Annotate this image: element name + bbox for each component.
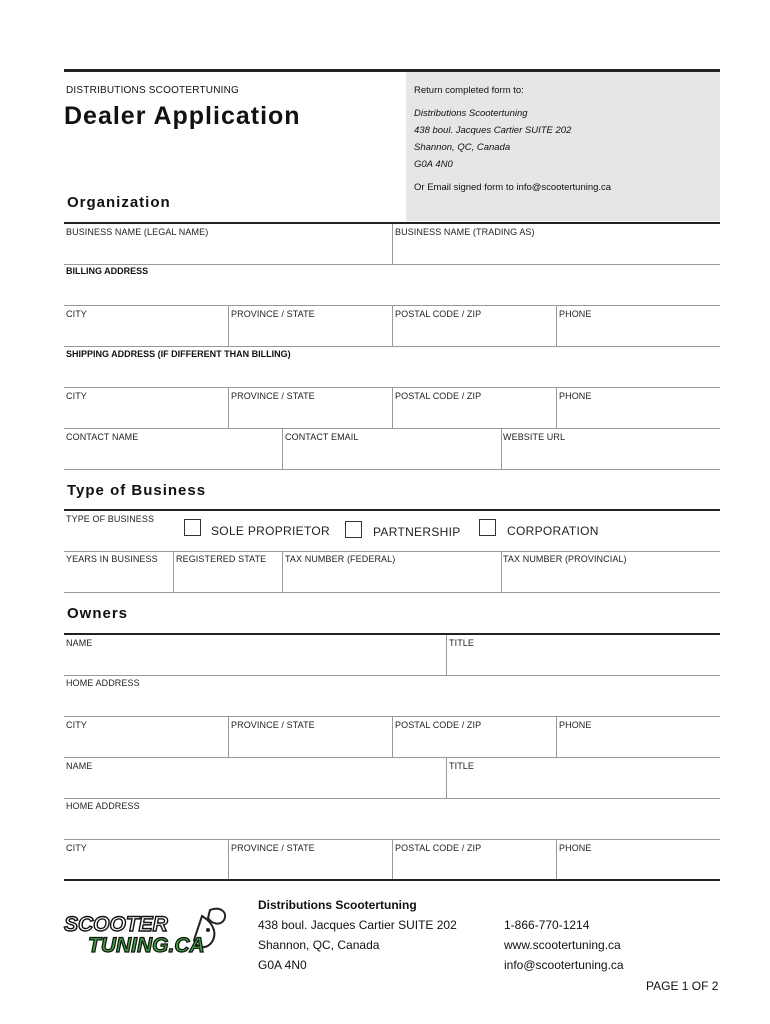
divider <box>228 717 229 757</box>
divider <box>556 388 557 428</box>
row-line <box>64 592 720 593</box>
scootertuning-logo <box>62 904 232 960</box>
logo-text-scooter: SCOOTER <box>64 913 168 936</box>
divider <box>282 429 283 469</box>
divider <box>392 840 393 880</box>
owner1-title-field[interactable]: TITLE <box>449 638 475 648</box>
divider <box>446 635 447 675</box>
divider <box>392 224 393 264</box>
row-line <box>64 675 720 676</box>
divider <box>173 552 174 592</box>
company-name: DISTRIBUTIONS SCOOTERTUNING <box>66 85 240 96</box>
owner2-home-address-field[interactable]: HOME ADDRESS <box>66 801 140 811</box>
section-owners: Owners <box>67 605 129 622</box>
divider <box>282 552 283 592</box>
registered-state-field[interactable]: REGISTERED STATE <box>176 554 267 564</box>
divider <box>228 388 229 428</box>
divider <box>556 840 557 880</box>
divider <box>392 306 393 346</box>
divider <box>228 840 229 880</box>
divider <box>501 552 502 592</box>
row-line <box>64 428 720 429</box>
row-line <box>64 469 720 470</box>
page-number: PAGE 1 OF 2 <box>646 979 719 993</box>
divider <box>392 717 393 757</box>
corporation-checkbox[interactable] <box>479 519 496 536</box>
owner1-name-field[interactable]: NAME <box>66 638 93 648</box>
section-rule <box>64 633 720 635</box>
footer-email[interactable]: info@scootertuning.ca <box>504 958 624 972</box>
partnership-label: PARTNERSHIP <box>373 525 461 539</box>
footer-postal: G0A 4N0 <box>258 958 307 972</box>
billing-phone-field[interactable]: PHONE <box>559 309 592 319</box>
return-city: Shannon, QC, Canada <box>414 142 511 153</box>
divider <box>556 306 557 346</box>
shipping-phone-field[interactable]: PHONE <box>559 391 592 401</box>
owner1-province-field[interactable]: PROVINCE / STATE <box>231 720 315 730</box>
business-name-trading-field[interactable]: BUSINESS NAME (TRADING AS) <box>395 227 535 237</box>
section-organization: Organization <box>67 194 171 211</box>
owner2-city-field[interactable]: CITY <box>66 843 87 853</box>
page-title: Dealer Application <box>64 102 301 130</box>
contact-email-field[interactable]: CONTACT EMAIL <box>285 432 359 442</box>
partnership-checkbox[interactable] <box>345 521 362 538</box>
tax-provincial-field[interactable]: TAX NUMBER (PROVINCIAL) <box>503 554 627 564</box>
owner2-phone-field[interactable]: PHONE <box>559 843 592 853</box>
owner1-home-address-field[interactable]: HOME ADDRESS <box>66 678 140 688</box>
sole-proprietor-checkbox[interactable] <box>184 519 201 536</box>
divider <box>556 717 557 757</box>
section-type-of-business: Type of Business <box>67 482 207 499</box>
owner2-province-field[interactable]: PROVINCE / STATE <box>231 843 315 853</box>
tax-federal-field[interactable]: TAX NUMBER (FEDERAL) <box>285 554 396 564</box>
return-street: 438 boul. Jacques Cartier SUITE 202 <box>414 125 572 136</box>
rabbit-ear-icon <box>208 909 225 924</box>
footer-city: Shannon, QC, Canada <box>258 938 380 952</box>
owner2-title-field[interactable]: TITLE <box>449 761 475 771</box>
billing-postal-field[interactable]: POSTAL CODE / ZIP <box>395 309 482 319</box>
divider <box>501 429 502 469</box>
row-line <box>64 798 720 799</box>
contact-name-field[interactable]: CONTACT NAME <box>66 432 139 442</box>
billing-address-field[interactable]: BILLING ADDRESS <box>66 266 149 276</box>
shipping-address-field[interactable]: SHIPPING ADDRESS (IF DIFFERENT THAN BILLING) <box>66 349 291 359</box>
divider <box>392 388 393 428</box>
email-note: Or Email signed form to info@scootertuning.ca <box>414 182 612 193</box>
sole-proprietor-label: SOLE PROPRIETOR <box>211 524 330 538</box>
business-name-legal-field[interactable]: BUSINESS NAME (LEGAL NAME) <box>66 227 209 237</box>
row-line <box>64 551 720 552</box>
section-rule <box>64 509 720 511</box>
owner2-postal-field[interactable]: POSTAL CODE / ZIP <box>395 843 482 853</box>
row-line <box>64 346 720 347</box>
years-in-business-field[interactable]: YEARS IN BUSINESS <box>66 554 158 564</box>
owner1-city-field[interactable]: CITY <box>66 720 87 730</box>
footer-rule <box>64 879 720 881</box>
website-url-field[interactable]: WEBSITE URL <box>503 432 566 442</box>
owner1-phone-field[interactable]: PHONE <box>559 720 592 730</box>
shipping-city-field[interactable]: CITY <box>66 391 87 401</box>
owner1-postal-field[interactable]: POSTAL CODE / ZIP <box>395 720 482 730</box>
owner2-name-field[interactable]: NAME <box>66 761 93 771</box>
shipping-postal-field[interactable]: POSTAL CODE / ZIP <box>395 391 482 401</box>
shipping-province-field[interactable]: PROVINCE / STATE <box>231 391 315 401</box>
footer-website[interactable]: www.scootertuning.ca <box>504 938 621 952</box>
billing-city-field[interactable]: CITY <box>66 309 87 319</box>
billing-province-field[interactable]: PROVINCE / STATE <box>231 309 315 319</box>
row-line <box>64 757 720 758</box>
corporation-label: CORPORATION <box>507 524 599 538</box>
logo-text-tuning: TUNING.CA <box>88 934 205 957</box>
footer-company: Distributions Scootertuning <box>258 898 417 912</box>
divider <box>446 758 447 798</box>
return-postal: G0A 4N0 <box>414 159 453 170</box>
footer-street: 438 boul. Jacques Cartier SUITE 202 <box>258 918 457 932</box>
row-line <box>64 264 720 265</box>
return-label: Return completed form to: <box>414 85 524 96</box>
return-name: Distributions Scootertuning <box>414 108 528 119</box>
footer-phone: 1-866-770-1214 <box>504 918 590 932</box>
divider <box>228 306 229 346</box>
type-of-business-label: TYPE OF BUSINESS <box>66 514 155 524</box>
